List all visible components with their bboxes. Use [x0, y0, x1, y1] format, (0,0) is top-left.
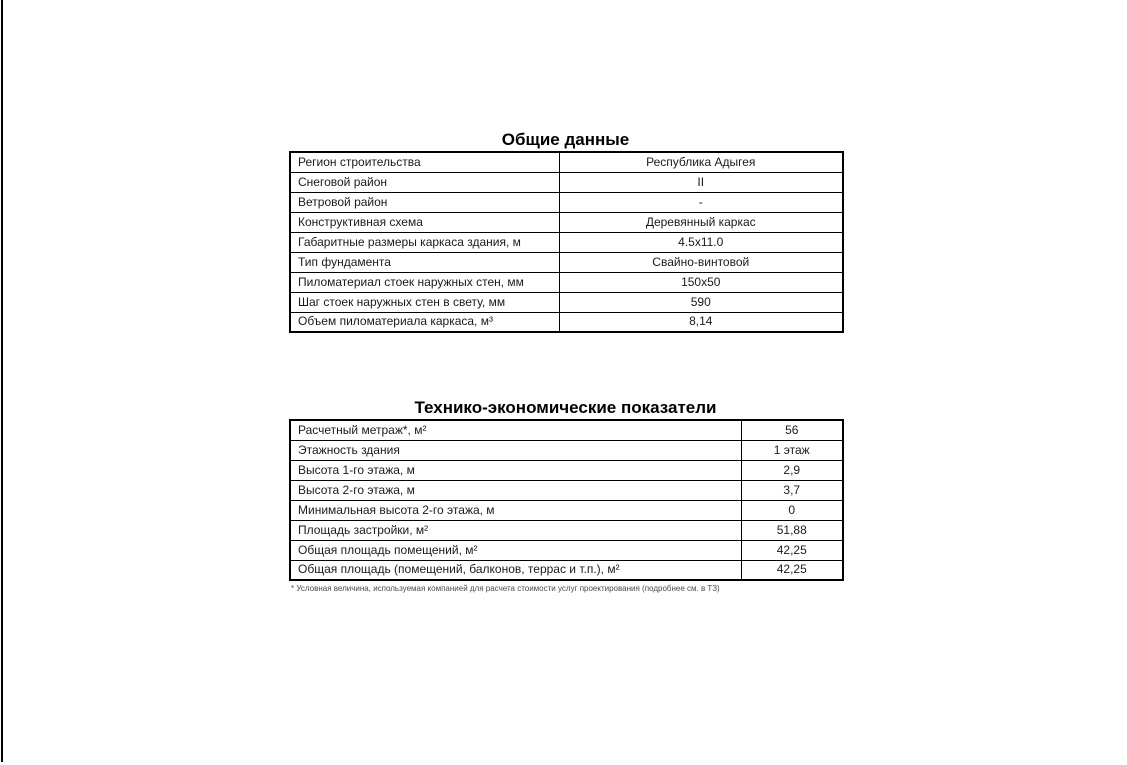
- row-value: 51,88: [741, 520, 843, 540]
- row-value: Республика Адыгея: [559, 152, 843, 172]
- row-label: Минимальная высота 2-го этажа, м: [290, 500, 741, 520]
- general-data-table: [289, 151, 844, 333]
- row-value: 1 этаж: [741, 440, 843, 460]
- row-label: Снеговой район: [290, 172, 559, 192]
- row-label: Высота 1-го этажа, м: [290, 460, 741, 480]
- table-row: [290, 440, 843, 460]
- table-row: [290, 500, 843, 520]
- row-value: 3,7: [741, 480, 843, 500]
- row-label: Расчетный метраж*, м²: [290, 420, 741, 440]
- row-label: Площадь застройки, м²: [290, 520, 741, 540]
- table-row: [290, 312, 843, 332]
- table-row: [290, 212, 843, 232]
- row-label: Тип фундамента: [290, 252, 559, 272]
- row-label: Ветровой район: [290, 192, 559, 212]
- row-label: Общая площадь помещений, м²: [290, 540, 741, 560]
- footnote: * Условная величина, используемая компанией для расчета стоимости услуг проектирования (подробнее см. в ТЗ): [291, 584, 720, 593]
- row-label: Этажность здания: [290, 440, 741, 460]
- table-row: [290, 420, 843, 440]
- tech-table-title: Технико-экономические показатели: [414, 398, 717, 417]
- row-value: -: [559, 192, 843, 212]
- row-label: Регион строительства: [290, 152, 559, 172]
- row-label: Габаритные размеры каркаса здания, м: [290, 232, 559, 252]
- tech-indicators-section: [289, 398, 842, 594]
- row-label: Объем пиломатериала каркаса, м³: [290, 312, 559, 332]
- table-row: [290, 232, 843, 252]
- table-row: [290, 272, 843, 292]
- table-row: [290, 560, 843, 580]
- row-value: 2,9: [741, 460, 843, 480]
- row-label: Шаг стоек наружных стен в свету, мм: [290, 292, 559, 312]
- page-left-edge-line: [1, 0, 3, 762]
- row-value: Свайно-винтовой: [559, 252, 843, 272]
- general-table-title: Общие данные: [501, 130, 630, 149]
- table-row: [290, 152, 843, 172]
- row-value: 0: [741, 500, 843, 520]
- row-label: Конструктивная схема: [290, 212, 559, 232]
- row-value: 42,25: [741, 560, 843, 580]
- row-value: II: [559, 172, 843, 192]
- table-row: [290, 292, 843, 312]
- table-row: [290, 172, 843, 192]
- table-row: [290, 252, 843, 272]
- general-data-section: [289, 130, 842, 333]
- row-label: Пиломатериал стоек наружных стен, мм: [290, 272, 559, 292]
- table-row: [290, 520, 843, 540]
- row-value: 4.5x11.0: [559, 232, 843, 252]
- row-value: Деревянный каркас: [559, 212, 843, 232]
- row-label: Высота 2-го этажа, м: [290, 480, 741, 500]
- table-row: [290, 460, 843, 480]
- row-value: 8,14: [559, 312, 843, 332]
- table-row: [290, 480, 843, 500]
- tech-indicators-table: [289, 419, 844, 581]
- row-value: 590: [559, 292, 843, 312]
- table-row: [290, 540, 843, 560]
- row-value: 56: [741, 420, 843, 440]
- row-value: 42,25: [741, 540, 843, 560]
- row-value: 150x50: [559, 272, 843, 292]
- row-label: Общая площадь (помещений, балконов, террас и т.п.), м²: [290, 560, 741, 580]
- table-row: [290, 192, 843, 212]
